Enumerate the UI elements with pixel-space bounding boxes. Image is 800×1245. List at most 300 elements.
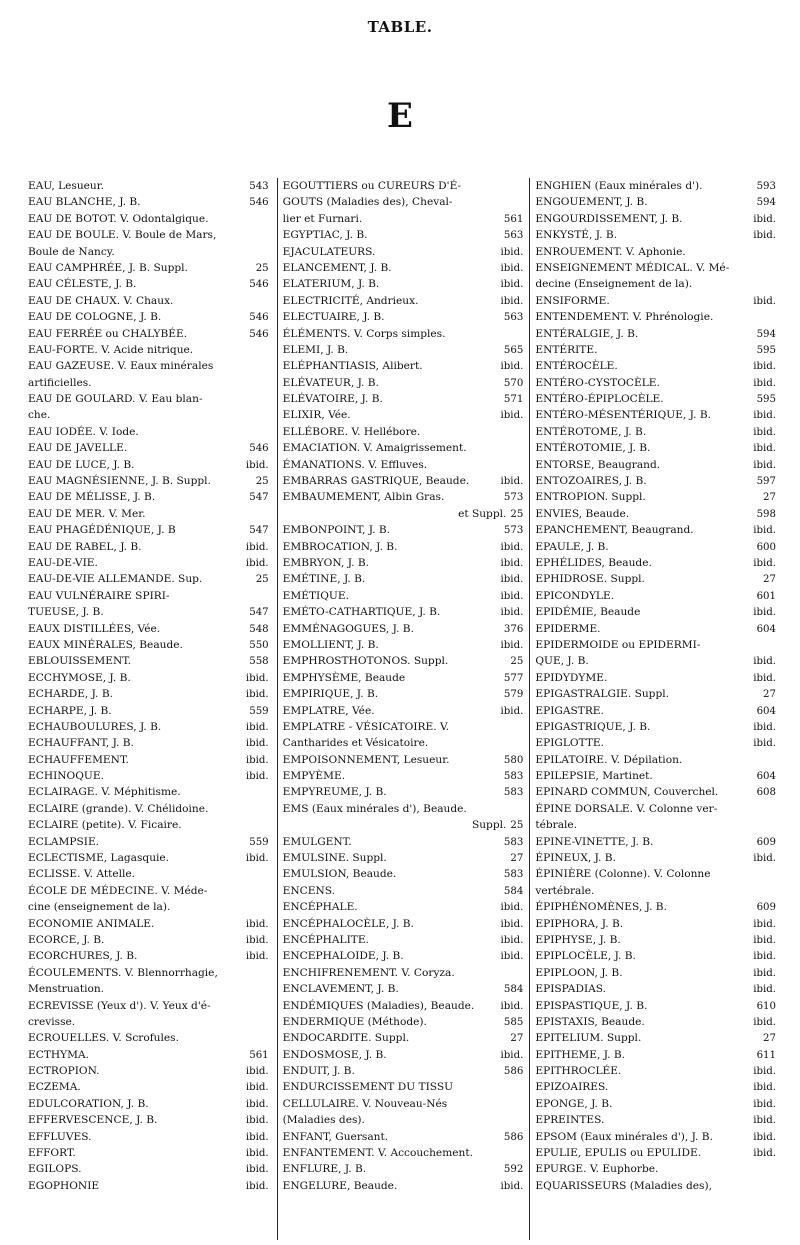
entry-term: EJACULATEURS. [282,245,376,258]
index-entry [535,834,776,850]
index-entry [283,358,524,374]
entry-page-ref: 598 [756,508,777,520]
entry-term: EPIGASTRE. [535,704,604,717]
index-entry [28,1145,269,1161]
index-entry [283,342,524,358]
entry-term: ECORCHURES, J. B. [28,950,138,963]
entry-page-ref: 27 [763,689,777,701]
entry-page-ref: ibid. [500,934,524,946]
index-entry [535,883,776,899]
entry-term: ECTHYMA. [28,1048,90,1061]
entry-term: EAU DE CHAUX. V. Chaux. [28,294,174,307]
index-entry [28,817,269,833]
index-entry [28,801,269,817]
entry-page-ref: ibid. [245,672,269,684]
index-entry [535,1161,776,1177]
index-entry [535,932,776,948]
entry-page-ref: ibid. [753,361,777,373]
entry-term: EPULIE, EPULIS ou EPULIDE. [535,1147,702,1160]
entry-term: EPINARD COMMUN, Couverchel. [535,786,719,799]
entry-page-ref: 583 [503,771,524,783]
index-entry [283,735,524,751]
entry-page-ref: 25 [510,820,524,832]
index-entry [28,1161,269,1177]
index-entry [28,965,269,981]
index-entry [535,1063,776,1079]
index-entry [283,637,524,653]
index-entry [28,735,269,751]
entry-term: EAU-FORTE. V. Acide nitrique. [28,343,194,356]
entry-page-ref: ibid. [753,443,777,455]
entry-page-ref: 27 [763,574,777,586]
index-entry [535,850,776,866]
entry-term: ECZEMA. [28,1081,81,1094]
index-entry [535,735,776,751]
index-entry [28,276,269,292]
entry-term: EMBRYON, J. B. [282,556,370,569]
entry-term: ENDUIT, J. B. [282,1065,355,1078]
index-entry [28,309,269,325]
index-entry [28,981,269,997]
entry-term: EPILATOIRE. V. Dépilation. [535,753,683,766]
entry-term: EPIDÉMIE, Beaude [535,606,641,619]
entry-page-ref: ibid. [245,1115,269,1127]
entry-term: EAUX MINÉRALES, Beaude. [28,638,183,651]
entry-term: ELECTUAIRE, J. B. [282,311,385,324]
entry-term: ÉCOLE DE MÉDECINE. V. Méde- [28,884,208,897]
entry-page-ref: ibid. [245,738,269,750]
entry-term: ENFLURE, J. B. [282,1163,367,1176]
entry-page-ref: ibid. [245,459,269,471]
index-entry [28,752,269,768]
index-entry [535,555,776,571]
index-entry [283,703,524,719]
index-entry [535,489,776,505]
entry-page-ref: ibid. [753,1066,777,1078]
index-entry [535,424,776,440]
entry-page-ref: ibid. [245,721,269,733]
entry-term: EAU VULNÉRAIRE SPIRI- [28,589,170,602]
index-entry [28,834,269,850]
entry-term: EMPIRIQUE, J. B. [282,688,379,701]
entry-page-ref: ibid. [753,967,777,979]
entry-term: EMULSINE. Suppl. [282,852,387,865]
index-column-1 [22,178,277,1240]
index-entry [283,424,524,440]
entry-term: EGILOPS. [28,1163,82,1176]
index-entry [535,326,776,342]
index-entry [535,719,776,735]
index-column-2 [277,178,530,1240]
entry-page-ref: ibid. [500,607,524,619]
entry-page-ref: 558 [249,656,269,668]
entry-term: ECHAUFFEMENT. [28,753,129,766]
entry-page-ref: ibid. [500,557,524,569]
entry-term: ELÉVATOIRE, J. B. [282,393,383,406]
entry-page-ref: 595 [756,344,777,356]
entry-page-ref: 597 [756,476,777,488]
index-entry [535,309,776,325]
entry-page-ref: 25 [255,262,269,274]
index-entry [535,1047,776,1063]
entry-page-ref: ibid. [500,295,524,307]
entry-term: EMPYREUME, J. B. [282,786,387,799]
entry-page-ref: ibid. [245,541,269,553]
index-entry [28,1079,269,1095]
entry-term: ÉMANATIONS. V. Effluves. [282,458,428,471]
entry-term: ENTOZOAIRES, J. B. [535,475,647,488]
index-entry [535,260,776,276]
entry-term: EPILEPSIE, Martinet. [535,770,653,783]
entry-term: EAU DE MÉLISSE, J. B. [28,491,156,504]
index-entry [28,194,269,210]
entry-term: EPITELIUM. Suppl. [535,1032,642,1045]
entry-term: ECTROPION. [28,1065,100,1078]
section-letter: E [387,96,413,136]
entry-page-ref: ibid. [245,1066,269,1078]
entry-term: ENTÉRO-ÉPIPLOCÈLE. [535,393,664,406]
entry-page-ref: ibid. [500,410,524,422]
index-entry [28,670,269,686]
entry-term: EMPLATRE - VÉSICATOIRE. V. [282,720,450,733]
entry-page-ref: 547 [249,492,269,504]
entry-page-ref: 563 [503,312,524,324]
entry-page-ref: ibid. [753,672,777,684]
index-entry [283,604,524,620]
entry-term: decine (Enseignement de la). [535,278,693,291]
entry-term: Cantharides et Vésicatoire. [282,737,429,750]
entry-page-ref: ibid. [500,951,524,963]
entry-term: EPIPHORA, J. B. [535,917,624,930]
entry-term: EAU IODÉE. V. Iode. [28,425,139,438]
entry-page-ref: ibid. [753,426,777,438]
index-entry [283,211,524,227]
entry-page-ref: ibid. [245,1098,269,1110]
index-entry [283,539,524,555]
entry-page-ref: 609 [756,836,777,848]
entry-term: ENTÉRO-MÉSENTÉRIQUE, J. B. [535,409,711,422]
entry-term: ENCHIFRENEMENT. V. Coryza. [282,966,455,979]
entry-page-ref: 559 [249,705,269,717]
entry-page-ref: 547 [249,525,269,537]
entry-page-ref: ibid. [245,1164,269,1176]
entry-page-ref: ibid. [753,934,777,946]
entry-term: ENDERMIQUE (Méthode). [282,1015,427,1028]
index-entry [535,1030,776,1046]
entry-term: CELLULAIRE. V. Nouveau-Nés [282,1097,448,1110]
entry-page-ref: 577 [503,672,524,684]
entry-term: ENCLAVEMENT, J. B. [282,983,399,996]
index-entry [283,260,524,276]
index-entry [283,227,524,243]
entry-page-ref: 583 [503,836,524,848]
index-entry [283,719,524,735]
entry-page-ref: ibid. [753,607,777,619]
entry-page-ref: ibid. [753,295,777,307]
entry-term: EPAULE, J. B. [535,540,609,553]
entry-term: EAU DE JAVELLE. [28,442,128,455]
index-entry [535,571,776,587]
index-entry [535,358,776,374]
entry-term: ELECTRICITÉ, Andrieux. [282,294,419,307]
entry-page-ref: ibid. [245,754,269,766]
entry-term: ECLAMPSIE. [28,835,100,848]
entry-page-ref: ibid. [753,984,777,996]
index-entry [28,358,269,374]
entry-term: ENTÉRALGIE, J. B. [535,327,639,340]
index-entry [28,260,269,276]
index-entry [535,1129,776,1145]
index-entry [535,588,776,604]
index-entry [283,1063,524,1079]
entry-term: ECLISSE. V. Attelle. [28,868,136,881]
entry-term: Suppl. [471,819,507,832]
entry-page-ref: ibid. [245,557,269,569]
entry-term: ENCEPHALOIDE, J. B. [282,950,404,963]
entry-page-ref: 585 [503,1016,524,1028]
entry-term: Menstruation. [28,983,105,996]
index-entry [535,1014,776,1030]
entry-term: EMMÉNAGOGUES, J. B. [282,622,414,635]
index-entry [535,1145,776,1161]
entry-term: ELEMI, J. B. [282,343,349,356]
index-entry [28,473,269,489]
entry-page-ref: ibid. [245,1148,269,1160]
index-entry [283,440,524,456]
entry-page-ref: ibid. [753,1131,777,1143]
entry-term: ENDÉMIQUES (Maladies), Beaude. [282,999,475,1012]
entry-term: ENKYSTÉ, J. B. [535,229,618,242]
entry-term: artificielles. [28,376,92,389]
entry-term: Boule de Nancy. [28,245,115,258]
entry-page-ref: 27 [510,853,524,865]
index-entry [283,407,524,423]
entry-term: EPIDERMOIDE ou EPIDERMI- [535,638,701,651]
entry-page-ref: ibid. [753,410,777,422]
entry-term: cine (enseignement de la). [28,901,171,914]
entry-page-ref: ibid. [753,738,777,750]
index-entry [28,784,269,800]
entry-term: EBLOUISSEMENT. [28,655,132,668]
index-entry [535,784,776,800]
entry-term: ENTORSE, Beaugrand. [535,458,661,471]
entry-page-ref: ibid. [245,951,269,963]
index-entry [283,194,524,210]
entry-term: ECORCE, J. B. [28,933,105,946]
entry-term: ECLECTISME, Lagasquie. [28,852,170,865]
index-entry [283,932,524,948]
entry-term: EPITHEME, J. B. [535,1048,626,1061]
entry-page-ref: 592 [503,1164,524,1176]
entry-page-ref: 584 [503,885,524,897]
index-entry [283,588,524,604]
index-entry [283,244,524,260]
entry-term: ENDURCISSEMENT DU TISSU [282,1081,454,1094]
entry-term: GOUTS (Maladies des), Cheval- [282,196,453,209]
index-entry [283,981,524,997]
entry-term: EAU-DE-VIE. [28,556,98,569]
index-entry [283,1096,524,1112]
entry-term: ECHARPE, J. B. [28,704,112,717]
index-entry [283,1178,524,1194]
entry-term: ENTROPION. Suppl. [535,491,646,504]
index-entry [283,834,524,850]
index-entry [535,194,776,210]
entry-page-ref: ibid. [245,1131,269,1143]
entry-term: ENTÉRO-CYSTOCÈLE. [535,376,660,389]
entry-page-ref: ibid. [500,541,524,553]
index-entry [535,522,776,538]
index-entry [535,604,776,620]
entry-page-ref: ibid. [245,1180,269,1192]
entry-term: ELATERIUM, J. B. [282,278,380,291]
entry-term: ENGHIEN (Eaux minérales d'). [535,180,703,192]
index-entry [28,1178,269,1194]
entry-term: (Maladies des). [282,1114,365,1127]
index-entry [283,817,524,833]
entry-term: ENVIES, Beaude. [535,507,630,520]
entry-term: ENCENS. [282,884,336,897]
entry-page-ref: 579 [503,689,524,701]
entry-page-ref: 586 [503,1066,524,1078]
entry-page-ref: 583 [503,787,524,799]
index-entry [28,719,269,735]
index-entry [28,424,269,440]
entry-term: ENFANT, Guersant. [282,1130,389,1143]
index-entry [535,244,776,260]
index-entry [283,1014,524,1030]
entry-term: EMPLATRE, Vée. [282,704,375,717]
entry-page-ref: ibid. [500,279,524,291]
entry-term: EAU BLANCHE, J. B. [28,196,141,209]
index-entry [283,293,524,309]
index-entry [535,768,776,784]
index-entry [535,1112,776,1128]
entry-page-ref: ibid. [245,771,269,783]
index-entry [28,703,269,719]
entry-term: EMPHROSTHOTONOS. Suppl. [282,655,449,668]
entry-term: ECLAIRE (petite). V. Ficaire. [28,819,182,832]
entry-term: EPIPLOON, J. B. [535,966,623,979]
entry-page-ref: 594 [756,328,777,340]
index-entry [283,506,524,522]
index-entry [535,293,776,309]
entry-term: EMPOISONNEMENT, Lesueur. [282,753,450,766]
index-entry [28,1063,269,1079]
entry-term: ENGELURE, Beaude. [282,1179,398,1192]
entry-term: ÉPIPHÉNOMÈNES, J. B. [535,901,667,914]
index-entry [283,571,524,587]
entry-term: ECROUELLES. V. Scrofules. [28,1032,179,1045]
entry-term: EPISTAXIS, Beaude. [535,1015,645,1028]
entry-page-ref: ibid. [753,377,777,389]
entry-term: vertébrale. [535,884,595,897]
entry-term: EPICONDYLE. [535,589,615,602]
index-entry [535,621,776,637]
entry-page-ref: 563 [503,230,524,242]
entry-page-ref: ibid. [753,213,777,225]
entry-page-ref: ibid. [753,1098,777,1110]
entry-term: EPIGASTRIQUE, J. B. [535,720,651,733]
entry-term: ENROUEMENT. V. Aphonie. [535,245,686,258]
entry-page-ref: ibid. [753,1016,777,1028]
entry-term: EPANCHEMENT, Beaugrand. [535,524,694,537]
index-entry [283,1161,524,1177]
index-entry [283,686,524,702]
index-entry [28,489,269,505]
index-entry [283,916,524,932]
index-entry [535,965,776,981]
entry-page-ref: 27 [510,1033,524,1045]
entry-page-ref: 594 [756,197,777,209]
entry-term: ENSIFORME. [535,294,610,307]
index-entry [28,899,269,915]
entry-term: EPIPLOCÈLE, J. B. [535,950,636,963]
index-entry [283,866,524,882]
entry-term: ELANCEMENT, J. B. [282,261,392,274]
entry-term: EAU GAZEUSE. V. Eaux minérales [28,360,214,373]
entry-term: ECHAUFFANT, J. B. [28,737,134,750]
index-entry [283,768,524,784]
index-entry [535,342,776,358]
entry-page-ref: ibid. [500,246,524,258]
entry-page-ref: ibid. [245,853,269,865]
index-entry [28,850,269,866]
entry-term: EPIPHYSE, J. B. [535,933,621,946]
entry-page-ref: ibid. [500,639,524,651]
entry-term: ECCHYMOSE, J. B. [28,671,131,684]
index-entry [535,899,776,915]
entry-page-ref: 25 [255,574,269,586]
entry-term: ECONOMIE ANIMALE. [28,917,155,930]
entry-page-ref: ibid. [753,918,777,930]
entry-page-ref: 559 [249,836,269,848]
entry-term: EFFERVESCENCE, J. B. [28,1114,158,1127]
index-entry [28,326,269,342]
entry-page-ref: ibid. [753,230,777,242]
entry-term: et Suppl. [458,507,507,520]
index-entry [28,604,269,620]
entry-term: ECHARDE, J. B. [28,688,113,701]
entry-page-ref: 593 [756,181,777,192]
index-entry [535,1178,776,1194]
entry-term: crevisse. [28,1015,76,1028]
index-entry [535,473,776,489]
entry-page-ref: ibid. [500,918,524,930]
index-entry [283,670,524,686]
index-columns [22,178,780,1240]
entry-term: lier et Furnari. [282,212,363,225]
index-entry [28,571,269,587]
index-entry [283,899,524,915]
index-entry [28,948,269,964]
entry-term: EMPHYSÈME, Beaude [282,671,406,684]
index-entry [535,457,776,473]
index-entry [535,1079,776,1095]
entry-page-ref: ibid. [753,721,777,733]
entry-term: ENTENDEMENT. V. Phrénologie. [535,311,714,324]
entry-term: EMOLLIENT, J. B. [282,638,379,651]
entry-term: EPIZOAIRES. [535,1081,609,1094]
index-entry [535,866,776,882]
index-entry [283,1030,524,1046]
entry-term: EPHÉLIDES, Beaude. [535,556,652,569]
entry-page-ref: 609 [756,902,777,914]
index-entry [283,784,524,800]
entry-term: ELÉPHANTIASIS, Alibert. [282,360,423,373]
entry-term: EMÉTIQUE. [282,589,349,602]
index-entry [535,1096,776,1112]
